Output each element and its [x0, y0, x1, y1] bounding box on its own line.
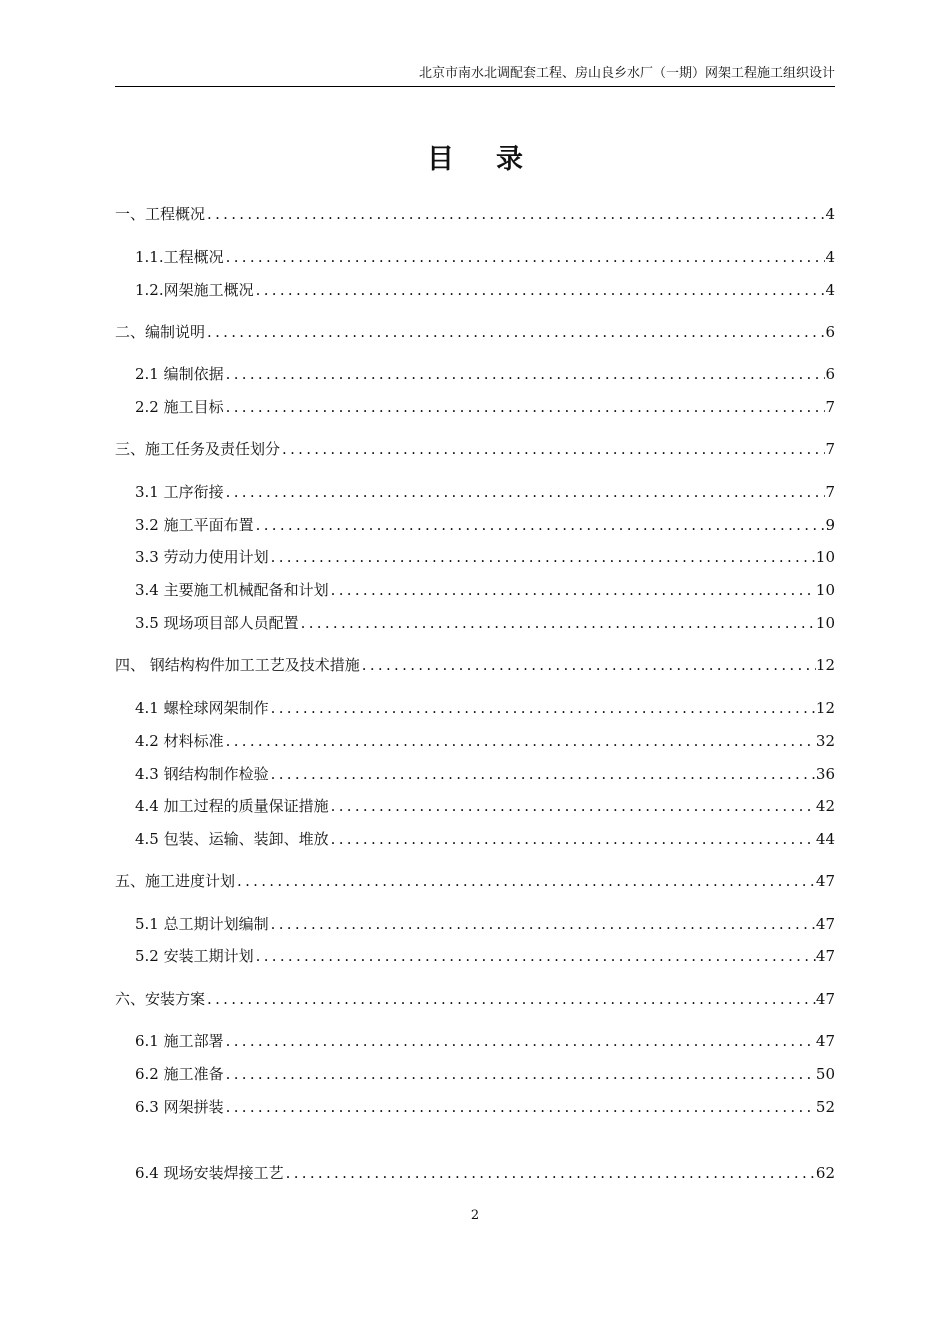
toc-entry-page: 12: [815, 656, 835, 674]
toc-entry[interactable]: [115, 762, 835, 786]
toc-entry[interactable]: [115, 794, 835, 818]
toc-entry[interactable]: [115, 827, 835, 851]
toc-entry-label: 三、施工任务及责任划分: [115, 440, 281, 458]
toc-entry-page: 4: [825, 281, 835, 299]
toc-leader-dots: [254, 278, 826, 302]
toc-entry-label: 6.3 网架拼装: [135, 1098, 224, 1116]
toc-entry-label: 4.2 材料标准: [135, 732, 224, 750]
toc-leader-dots: [280, 437, 825, 461]
toc-entry-label: 3.5 现场项目部人员配置: [135, 614, 299, 632]
toc-entry-page: 9: [825, 516, 835, 534]
toc-entry-label: 4.3 钢结构制作检验: [135, 765, 269, 783]
toc-leader-dots: [299, 611, 816, 635]
toc-entry-label: 五、施工进度计划: [115, 872, 236, 890]
toc-entry-page: 6: [825, 365, 835, 383]
toc-entry[interactable]: [115, 912, 835, 936]
toc-entry[interactable]: [115, 729, 835, 753]
toc-leader-dots: [254, 944, 816, 968]
toc-entry-page: 4: [825, 248, 835, 266]
toc-entry-label: 4.1 螺栓球网架制作: [135, 699, 269, 717]
toc-entry-label: 3.4 主要施工机械配备和计划: [135, 581, 329, 599]
toc-entry[interactable]: [115, 1029, 835, 1053]
toc-entry-label: 二、编制说明: [115, 323, 206, 341]
toc-entry-page: 4: [825, 205, 835, 223]
toc-entry-label: 6.4 现场安装焊接工艺: [135, 1164, 284, 1182]
toc-entry-page: 6: [825, 323, 835, 341]
toc-entry-page: 12: [815, 699, 835, 717]
toc-leader-dots: [329, 578, 816, 602]
toc-leader-dots: [254, 513, 826, 537]
toc-entry-page: 47: [815, 872, 835, 890]
toc-entry-label: 6.1 施工部署: [135, 1032, 224, 1050]
page-number: 2: [470, 1208, 480, 1223]
document-header: 北京市南水北调配套工程、房山良乡水厂（一期）网架工程施工组织设计: [115, 64, 835, 87]
toc-entry-label: 3.2 施工平面布置: [135, 516, 254, 534]
toc-entry[interactable]: [115, 869, 835, 893]
toc-entry[interactable]: [115, 480, 835, 504]
toc-entry[interactable]: [115, 696, 835, 720]
toc-entry-page: 52: [815, 1098, 835, 1116]
toc-entry[interactable]: [115, 437, 835, 461]
toc-leader-dots: [224, 1095, 816, 1119]
toc-entry-label: 3.3 劳动力使用计划: [135, 548, 269, 566]
toc-leader-dots: [224, 480, 826, 504]
toc-entry[interactable]: [115, 578, 835, 602]
toc-entry-page: 36: [815, 765, 835, 783]
toc-entry-page: 10: [815, 581, 835, 599]
toc-leader-dots: [224, 1062, 816, 1086]
toc-entry[interactable]: [115, 513, 835, 537]
toc-entry-page: 7: [825, 483, 835, 501]
toc-entry[interactable]: [115, 245, 835, 269]
toc-leader-dots: [224, 362, 826, 386]
toc-entry[interactable]: [115, 944, 835, 968]
toc-entry-label: 5.2 安装工期计划: [135, 947, 254, 965]
toc-entry[interactable]: [115, 1095, 835, 1119]
toc-entry-page: 62: [815, 1164, 835, 1182]
toc-entry-label: 六、安装方案: [115, 990, 206, 1008]
toc-entry-page: 44: [815, 830, 835, 848]
toc-leader-dots: [235, 869, 816, 893]
toc-entry-label: 2.1 编制依据: [135, 365, 224, 383]
toc-entry-page: 7: [825, 398, 835, 416]
toc-leader-dots: [269, 762, 816, 786]
toc-entry[interactable]: [115, 653, 835, 677]
toc-leader-dots: [224, 729, 816, 753]
toc-entry-page: 47: [815, 915, 835, 933]
toc-entry[interactable]: [115, 395, 835, 419]
toc-leader-dots: [284, 1161, 816, 1185]
toc-leader-dots: [269, 545, 816, 569]
toc-entry-label: 5.1 总工期计划编制: [135, 915, 269, 933]
toc-entry-page: 47: [815, 990, 835, 1008]
toc-entry-label: 四、 钢结构构件加工工艺及技术措施: [115, 656, 360, 674]
toc-entry[interactable]: [115, 1062, 835, 1086]
toc-leader-dots: [224, 245, 826, 269]
toc-entry[interactable]: [115, 987, 835, 1011]
toc-entry[interactable]: [115, 202, 835, 226]
toc-entry-label: 一、工程概况: [115, 205, 206, 223]
toc-leader-dots: [205, 202, 825, 226]
toc-entry[interactable]: [115, 611, 835, 635]
toc-entry-page: 50: [815, 1065, 835, 1083]
toc-entry[interactable]: [115, 545, 835, 569]
toc-entry-label: 1.2.网架施工概况: [135, 281, 254, 299]
toc-leader-dots: [224, 395, 826, 419]
toc-entry-page: 10: [815, 614, 835, 632]
toc-entry-label: 6.2 施工准备: [135, 1065, 224, 1083]
toc-entry-label: 3.1 工序衔接: [135, 483, 224, 501]
toc-leader-dots: [224, 1029, 816, 1053]
toc-entry-label: 4.4 加工过程的质量保证措施: [135, 797, 329, 815]
toc-leader-dots: [329, 827, 816, 851]
toc-entry-label: 2.2 施工目标: [135, 398, 224, 416]
toc-entry-label: 1.1.工程概况: [135, 248, 224, 266]
toc-entry-page: 42: [815, 797, 835, 815]
toc-leader-dots: [329, 794, 816, 818]
toc-entry-page: 10: [815, 548, 835, 566]
toc-title: 目录: [427, 144, 565, 175]
toc-leader-dots: [269, 912, 816, 936]
toc-entry-page: 32: [815, 732, 835, 750]
toc-entry[interactable]: [115, 320, 835, 344]
toc-leader-dots: [205, 320, 825, 344]
toc-leader-dots: [360, 653, 816, 677]
toc-entry[interactable]: [115, 278, 835, 302]
toc-entry[interactable]: [115, 362, 835, 386]
toc-entry-page: 7: [825, 440, 835, 458]
toc-leader-dots: [205, 987, 816, 1011]
toc-entry[interactable]: [115, 1161, 835, 1185]
toc-leader-dots: [269, 696, 816, 720]
toc-entry-page: 47: [815, 947, 835, 965]
toc-entry-label: 4.5 包装、运输、装卸、堆放: [135, 830, 329, 848]
toc-entry-page: 47: [815, 1032, 835, 1050]
